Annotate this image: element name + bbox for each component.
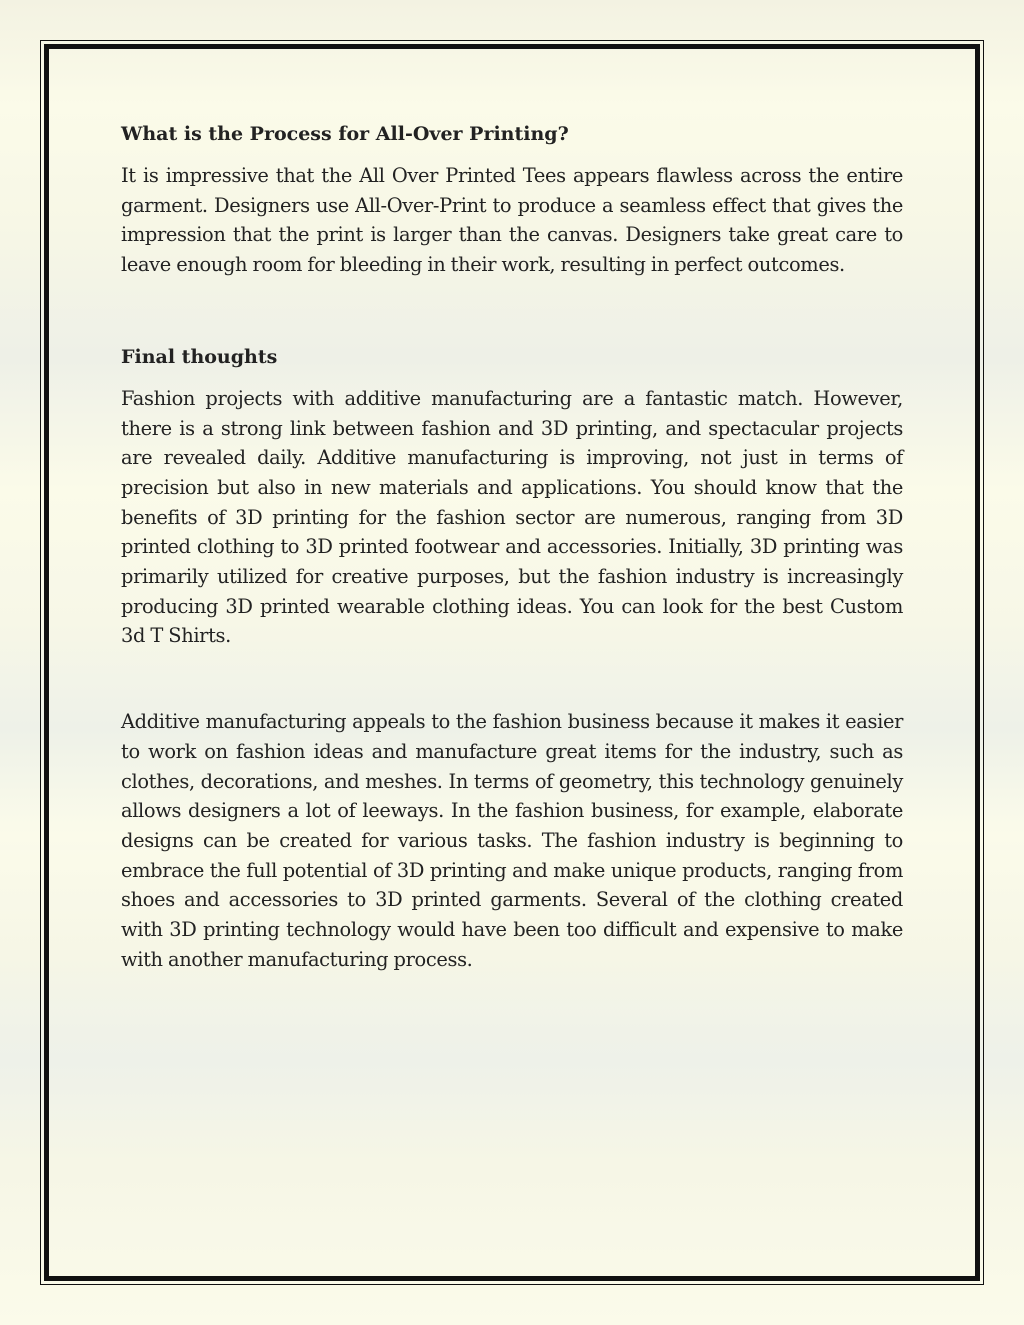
page-content bbox=[121, 119, 903, 974]
section-heading: What is the Process for All-Over Printing? bbox=[121, 123, 569, 145]
section-heading: Final thoughts bbox=[121, 345, 278, 368]
section-all-over-printing bbox=[121, 119, 903, 280]
section-additive-manufacturing bbox=[121, 707, 903, 974]
section-paragraph: It is impressive that the All Over Printed Tees appears flawless across the entire garment. Designers use All-Over-Print to produce a seamless effect that gives the impression that the print is larger than the canvas. Designers take great care to leave enough room for bleeding in their work, resulting in perfect outcomes. bbox=[121, 164, 903, 277]
section-paragraph: Fashion projects with additive manufacturing are a fantastic match. However, there is a strong link between fashion and 3D printing, and spectacular projects are revealed daily. Additive manufacturing is improving, not just in terms of precision but also in new materials and applications. You should know that the benefits of 3D printing for the fashion sector are numerous, ranging from 3D printed clothing to 3D printed footwear and accessories. Initially, 3D printing was primarily utilized for creative purposes, but the fashion industry is increasingly producing 3D printed wearable clothing ideas. You can look for the best Custom 3d T Shirts. bbox=[121, 386, 903, 648]
section-paragraph: Additive manufacturing appeals to the fashion business because it makes it easier to work on fashion ideas and manufacture great items for the industry, such as clothes, decorations, and meshes. In terms of geometry, this technology genuinely allows designers a lot of leeways. In the fashion business, for example, elaborate designs can be created for various tasks. The fashion industry is beginning to embrace the full potential of 3D printing and make unique products, ranging from shoes and accessories to 3D printed garments. Several of the clothing created with 3D printing technology would have been too difficult and expensive to make with another manufacturing process. bbox=[121, 710, 903, 971]
section-final-thoughts bbox=[121, 342, 903, 651]
